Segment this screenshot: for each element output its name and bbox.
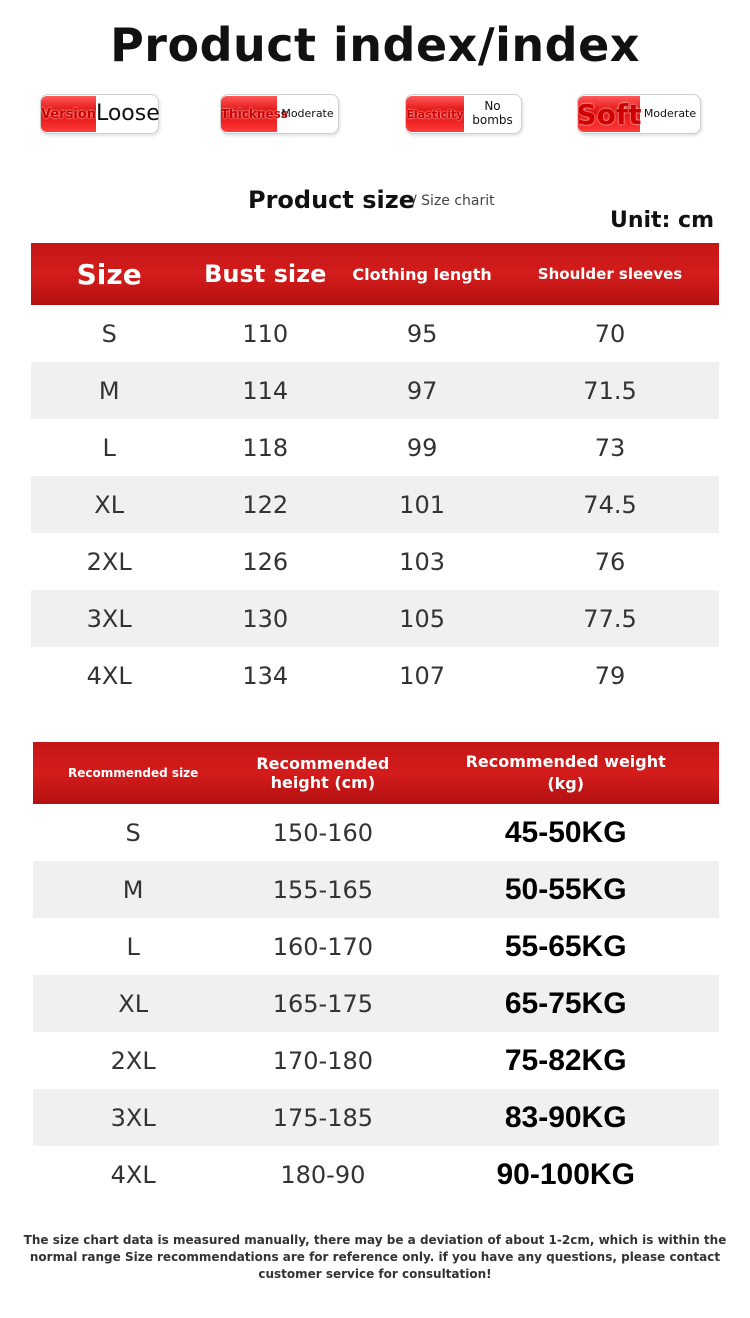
attribute-value: Moderate bbox=[281, 106, 334, 120]
cell-size: 4XL bbox=[86, 661, 132, 690]
disclaimer-note: The size chart data is measured manually, there may be a deviation of about 1-2cm, which is within the normal range Size recommendations are for reference only. if you have any questions, please contact customer service for consultation! bbox=[23, 1233, 727, 1281]
cell-rec-height: 160-170 bbox=[272, 932, 373, 961]
unit-label: Unit: cm bbox=[609, 208, 714, 233]
table-row bbox=[31, 362, 719, 419]
table-row bbox=[31, 590, 719, 647]
cell-shoulder: 71.5 bbox=[501, 362, 719, 419]
attribute-value: Loose bbox=[95, 101, 160, 127]
attribute-value: Moderate bbox=[643, 106, 697, 120]
cell-size: XL bbox=[31, 476, 187, 533]
table-row bbox=[33, 918, 719, 975]
cell-shoulder: 76 bbox=[594, 547, 626, 576]
cell-rec-weight: 75-82KG bbox=[504, 1043, 627, 1077]
cell-bust: 118 bbox=[242, 433, 289, 462]
table-row bbox=[33, 804, 719, 861]
cell-rec-size: S bbox=[125, 818, 141, 847]
cell-length: 97 bbox=[343, 362, 501, 419]
cell-bust: 130 bbox=[187, 590, 343, 647]
cell-length: 95 bbox=[406, 319, 438, 348]
cell-size: S bbox=[101, 319, 117, 348]
cell-rec-weight: 65-75KG bbox=[412, 975, 719, 1032]
header-rec-size: Recommended size bbox=[33, 742, 233, 804]
table-row bbox=[31, 419, 719, 476]
attribute-label: Elasticity bbox=[406, 96, 464, 132]
cell-size: 3XL bbox=[31, 590, 187, 647]
table-row bbox=[33, 1146, 719, 1203]
table-row bbox=[33, 975, 719, 1032]
cell-bust: 126 bbox=[242, 547, 289, 576]
cell-rec-height: 165-175 bbox=[233, 975, 412, 1032]
cell-length: 101 bbox=[343, 476, 501, 533]
header-bust: Bust size bbox=[187, 243, 343, 305]
table-header-row bbox=[33, 742, 719, 804]
recommend-table bbox=[33, 742, 719, 1203]
cell-bust: 110 bbox=[242, 319, 289, 348]
cell-rec-size: XL bbox=[33, 975, 233, 1032]
size-heading: Product size bbox=[248, 186, 415, 214]
cell-rec-size: 4XL bbox=[110, 1160, 156, 1189]
cell-rec-size: L bbox=[126, 932, 140, 961]
table-row bbox=[33, 1032, 719, 1089]
attribute-label: Version bbox=[41, 96, 96, 132]
cell-length: 107 bbox=[399, 661, 445, 690]
cell-rec-size: 3XL bbox=[33, 1089, 233, 1146]
cell-rec-weight: 45-50KG bbox=[504, 815, 627, 849]
attribute-value: No bombs bbox=[472, 99, 513, 127]
cell-rec-height: 180-90 bbox=[280, 1160, 366, 1189]
table-row bbox=[31, 647, 719, 704]
table-row bbox=[33, 861, 719, 918]
cell-shoulder: 73 bbox=[594, 433, 626, 462]
cell-rec-weight: 50-55KG bbox=[412, 861, 719, 918]
cell-rec-size: M bbox=[33, 861, 233, 918]
cell-bust: 122 bbox=[187, 476, 343, 533]
cell-bust: 134 bbox=[242, 661, 289, 690]
header-rec-weight: Recommended weight (kg) bbox=[412, 742, 719, 804]
page-title: Product index/index bbox=[110, 18, 640, 72]
cell-size: M bbox=[31, 362, 187, 419]
table-row bbox=[33, 1089, 719, 1146]
cell-length: 99 bbox=[406, 433, 438, 462]
cell-rec-size: 2XL bbox=[110, 1046, 156, 1075]
attribute-thickness bbox=[220, 94, 339, 134]
cell-shoulder: 70 bbox=[594, 319, 626, 348]
cell-rec-weight: 90-100KG bbox=[496, 1157, 635, 1191]
size-table bbox=[31, 243, 719, 704]
table-row bbox=[31, 533, 719, 590]
cell-rec-weight: 83-90KG bbox=[412, 1089, 719, 1146]
header-rec-height: Recommended height (cm) bbox=[233, 742, 412, 804]
cell-length: 103 bbox=[399, 547, 445, 576]
cell-rec-height: 155-165 bbox=[233, 861, 412, 918]
cell-rec-height: 170-180 bbox=[272, 1046, 373, 1075]
cell-rec-weight: 55-65KG bbox=[504, 929, 627, 963]
cell-bust: 114 bbox=[187, 362, 343, 419]
cell-shoulder: 79 bbox=[594, 661, 626, 690]
size-subheading: / Size charit bbox=[412, 193, 495, 209]
attribute-label: Soft bbox=[576, 97, 642, 131]
cell-shoulder: 74.5 bbox=[501, 476, 719, 533]
cell-shoulder: 77.5 bbox=[501, 590, 719, 647]
attribute-soft bbox=[577, 94, 701, 134]
cell-rec-height: 150-160 bbox=[272, 818, 373, 847]
attribute-label: Thickness bbox=[221, 96, 277, 132]
header-size: Size bbox=[31, 243, 187, 305]
cell-size: 2XL bbox=[86, 547, 132, 576]
attribute-elasticity bbox=[405, 94, 522, 134]
cell-rec-height: 175-185 bbox=[233, 1089, 412, 1146]
table-header-row bbox=[31, 243, 719, 305]
table-row bbox=[31, 305, 719, 362]
header-length: Clothing length bbox=[343, 243, 501, 305]
table-row bbox=[31, 476, 719, 533]
cell-length: 105 bbox=[343, 590, 501, 647]
header-shoulder: Shoulder sleeves bbox=[501, 243, 719, 305]
attribute-version bbox=[40, 94, 159, 134]
cell-size: L bbox=[102, 433, 116, 462]
